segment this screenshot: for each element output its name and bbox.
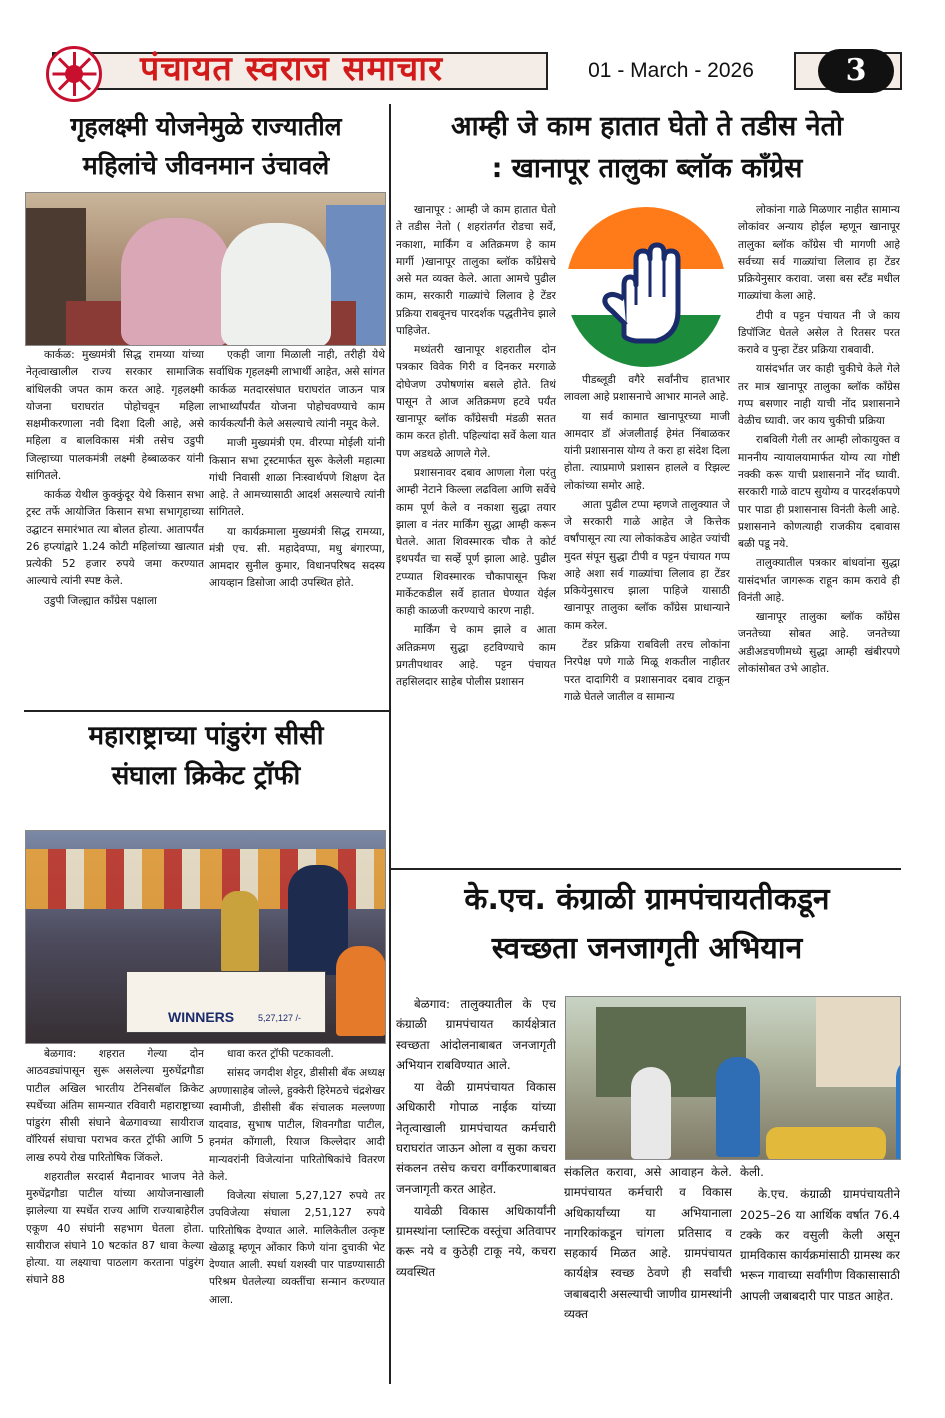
article3-column-1 [26,1046,204,1386]
paragraph: उडुपी जिल्ह्यात कॉंग्रेस पक्षाला [44,594,157,607]
paragraph: मार्किंग चे काम झाले व आता अतिक्रमण सुद्धा हटविण्याचे काम प्रगतीपथावर आहे. पट्टन पंचायत तहसिलदार साहेब पोलीस प्रशासन [396,624,556,689]
paragraph: संकलित करावा, असे आवाहन केले. ग्रामपंचायत कर्मचारी व विकास अधिकार्यांच्या या अभियानाला नागरिकांकडून चांगला प्रतिसाद व सहकार्य मिळत आहे. ग्रामपंचायत कार्यक्षेत्र स्वच्छ ठेवणे ही सर्वांची जबाबदारी असल्याची जाणीव ग्रामस्थांनी व्यक्त [564,1165,732,1321]
headline-line: संघाला क्रिकेट ट्रॉफी [111,761,301,792]
page-number: 3 [818,49,894,93]
paragraph: धावा करत ट्रॉफी पटकावली. [227,1048,334,1060]
cheque-winners-label: WINNERS [168,1009,235,1025]
issue-date: 01 - March - 2026 [546,52,796,90]
paragraph: प्रशासनावर दबाव आणला गेला परंतु आम्ही नेटाने किल्ला लढविला आणि सर्वेचे काम पूर्ण केले व नकाशा सुद्धा तयार झाला व नंतर मार्किंग सुद्धा आम्ही करून घेतले. आता शिवस्मारक चौक ते कोर्ट इथपर्यंत चा सर्व्हे पूर्ण झाला आहे. पुढील टप्प्यात शिवस्मारक चौकापासून फिश मार्केटकडील सर्वे हातात घेण्यात येईल काही काळजी करण्याचे कारण नाही. [396,466,556,618]
paragraph: टीपी व पट्टन पंचायत नी जे काय डिपॉजिट घेतले असेल ते रितसर परत करावे व पुन्हा टेंडर प्रक्रिया राबवावी. [738,309,900,357]
article1-column-2 [209,347,385,707]
cheque-amount: 5,27,127 /- [258,1013,302,1023]
paragraph: आता पुढील टप्पा म्हणजे तालुक्यात जे जे सरकारी गाळे आहेत जे कित्तेक वर्षांपासून त्या त्या लोकांकडेच आहेत ज्यांची मुदत संपून सुद्धा टीपी व पट्टन पंचायत गप्प आहे अशा सर्व गाळ्यांचा लिलाव हा टेंडर प्रकियेनुसारच झाला पाहिजे यासाठी खानापूर तालुका ब्लॉक कॉंग्रेस प्राधान्याने काम करेल. [564,498,730,632]
paragraph: शहरातील सरदार्स मैदानावर भाजप नेते मुरुघेंद्रगौडा पाटील यांच्या आयोजनाखाली झालेल्या या स्पर्धेत राज्य आणि राज्याबाहेरील एकूण 40 संघांनी सहभाग घेतला होता. सायीराज संघाने 10 षटकांत 87 धावा केल्या होत्या. या लक्ष्याचा पाठलाग करताना पांडुरंग संघाने 88 [26,1170,204,1287]
paragraph: या कार्यक्रमाला मुख्यमंत्री सिद्ध रामय्या, मंत्री एच. सी. महादेवप्पा, मधु बंगारप्पा, आमदार सुनील कुमार, विधानपरिषद सदस्य आयव्हान डिसोजा आदी उपस्थित होते. [209,525,385,590]
article1-column-1 [26,347,204,707]
article3-headline [24,716,388,797]
headline-line: के.एच. कंग्राळी ग्रामपंचायतीकडून [464,882,830,917]
paragraph: टेंडर प्रक्रिया राबविली तरच लोकांना निरपेक्ष पणे गाळे मिळू शकतील नाहीतर परत दादागिरी व प्रशासनावर दबाव टाकून गाळे घेतले जातील व सामान्य [564,638,730,703]
headline-line: आम्ही जे काम हातात घेतो ते तडीस नेतो [450,111,844,142]
paragraph: कार्कळ: मुख्यमंत्री सिद्ध रामय्या यांच्या नेतृत्वाखालील राज्य सरकार सामाजिक बांधिलकी जपत काम करत आहे. गृहलक्ष्मी योजना घराघरांत पोहोचवून महिला सक्षमीकरणाला नवी दिशा दिली आहे, असे महिला व बालविकास मंत्री तसेच उडुपी जिल्हाच्या पालकमंत्री लक्ष्मी हेब्बाळकर यांनी सांगितले. [26,349,204,482]
paragraph: के.एच. कंग्राळी ग्रामपंचायतीने 2025–26 या आर्थिक वर्षात 76.4 टक्के कर वसुली केली असून ग्रामविकास कार्यक्रमांसाठी ग्रामस्थ कर भरून गावाच्या सर्वांगीण विकासासाठी आपली जबाबदारी पार पाडत आहेत. [740,1187,900,1303]
paragraph: कार्कळ येथील कुक्कुंदूर येथे किसान सभा ट्रस्ट तर्फे आयोजित किसान सभा सभागृहाच्या उद्घाटन समारंभात त्या बोलत होत्या. आतापर्यंत 26 हप्त्यांद्वारे 1.24 कोटी महिलांच्या खात्यात प्रत्येकी 52 हजार रुपये जमा करण्यात आल्याचे त्यांनी स्पष्ट केले. [26,489,204,588]
article2-column-1 [396,202,556,866]
article4-photo [565,996,901,1160]
headline-line: स्वच्छता जनजागृती अभियान [491,930,803,966]
paragraph: लोकांना गाळे मिळणार नाहीत सामान्य लोकांवर अन्याय होईल म्हणून खानापूर तालुका ब्लॉक कॉंग्रेस ची मागणी आहे सर्वच्या सर्व गा‌ळ्यांचा लिलाव हा टेंडर प्रक्रियेनुसार करावा. जसा बस स्टॅंड मधील गाळ्यांचा केला आहे. [738,204,900,303]
article2-column-3 [738,202,900,866]
paragraph: माजी मुख्यमंत्री एम. वीरप्पा मोईली यांनी किसान सभा ट्रस्टमार्फत सुरू केलेली महात्मा गांधी निवासी शाळा निःस्वार्थपणे शिक्षण देत आहे. ते आमच्यासाठी आदर्श असल्याचे त्यांनी सांगितले. [209,437,385,519]
paragraph: पीडब्लूडी वगैरे सर्वांनीच हातभार लावला आहे प्रशासनाचे आभार मानले आहे. [564,374,730,404]
paragraph: बेळगाव: शहरात गेल्या दोन आठवड्यांपासून सुरू असलेल्या मुरुघेंद्रगौडा पाटील अखिल भारतीय टेनिसबॉल क्रिकेट स्पर्धेच्या अंतिम सामन्यात रविवारी महाराष्ट्राच्या पांडुरंग सीसी संघाने बेळगावच्या सायीराज वॉरियर्स संघाचा पराभव करत ट्रॉफी आणि 5 लाख रुपये रोख पारितोषिक जिंकले. [26,1048,204,1164]
headline-line: महिलांचे जीवनमान उंचावले [82,150,330,180]
paragraph: यावेळी विकास अधिकार्यांनी ग्रामस्थांना प्लास्टिक वस्तूंचा अतिवापर करू नये व कुठेही टाकू नये, कचरा व्यवस्थित [396,1203,556,1279]
trophy-icon [221,891,259,973]
paragraph: सांसद जगदीश शेट्टर, डीसीसी बँक अध्यक्ष अण्णासाहेब जोल्ले, हुक्केरी हिरेमठचे चंद्रशेखर स्वामीजी, डीसीसी बँक संचालक मल्लण्णा यादवाड, सुभाष पाटील, शिवनगौडा पाटील, हनमंत कोंगाली, रियाज किल्लेदार आदी मान्यवरांनी विजेत्यांना पारितोषिकांचे वितरण केले. [209,1067,385,1183]
article4-column-3 [740,1162,900,1384]
article1-headline [24,108,388,186]
article3-column-2 [209,1046,385,1386]
hand-icon [566,207,726,367]
newspaper-title: पंचायत स्वराज समाचार [140,49,443,89]
section-divider [391,868,901,870]
article2-column-2 [564,372,730,866]
headline-line: महाराष्ट्राच्या पांडुरंग सीसी [88,721,324,751]
paragraph: खानापूर तालुका ब्लॉक कॉंग्रेस जनतेच्या सोबत आहे. जनतेच्या अडीअडचणीमध्ये सुद्धा आम्ही खंबीरपणे लोकांसोबत उभे आहोत. [738,611,900,675]
paragraph: या सर्व कामात खानापूरच्या माजी आमदार डॉ अंजलीताई हेमंत निंबाळकर यांनी प्रशासनास योग्य ते करा हा संदेश दिला होता. त्याप्रमाणे प्रशासन हालले व रिझल्ट लोकांच्या समोर आहे. [564,410,730,492]
paragraph: या वेळी ग्रामपंचायत विकास अधिकारी गोपाळ नाईक यांच्या नेतृत्वाखाली ग्रामपंचायत कर्मचारी घराघरांत जाऊन ओला व सुका कचरा संकलन तसेच कचरा वर्गीकरणाबाबत जनजागृती करत आहेत. [396,1080,556,1196]
headline-line: : खानापूर तालुका ब्लॉक कॉंग्रेस [491,152,803,184]
article2-headline [392,106,902,190]
paragraph: मध्यंतरी खानापूर शहरातील दोन पत्रकार विवेक गिरी व दिनकर मरगाळे दोघेजण उपोषणांस बसले होते. तिथं पासून ते आज अतिक्रमण हटवे पर्यंत खानापूर ब्लॉक कॉंग्रेसची मंडळी सतत काम करत होती. पहिल्यांदा सर्वे केला यात पण अडथळे आणले गेले. [396,344,556,460]
article1-photo [25,192,386,346]
article4-column-1 [396,994,556,1384]
paragraph: यासंदर्भात जर काही चुकीचे केले गेले तर मात्र खानापूर तालुका ब्लॉक कॉंग्रेस गप्प बसणार नाही याची नोंद प्रशासनाने वेळीच घ्यावी. जर काय चुकीची प्रक्रिया [738,363,900,428]
paragraph: विजेत्या संघाला 5,27,127 रुपये तर उपविजेत्या संघाला 2,51,127 रुपये पारितोषिक देण्यात आले. मालिकेतील उत्कृष्ट खेळाडू म्हणून ओंकार किणे यांना दुचाकी भेट देण्यात आली. स्पर्धा यशस्वी पार पाडण्यासाठी परिश्रम घेतलेल्या व्यक्तींचा सन्मान करण्यात आला. [209,1190,385,1306]
paragraph: बेळगाव: तालुक्यातील के एच कंग्राळी ग्रामपंचायत कार्यक्षेत्रात स्वच्छता आंदोलनाबाबत जनजागृती अभियान राबविण्यात आले. [396,997,556,1072]
panchayat-logo-icon [46,46,102,102]
article4-headline [392,876,902,973]
article3-photo [25,830,386,1044]
paragraph: खानापूर : आम्ही जे काम हातात घेतो ते तडीस नेतो ( शहरांतर्गत रोडचा सर्वे, नकाशा, मार्किंग व अतिक्रमण हे काम मार्गी )खानापूर तालुका ब्लॉक कॉंग्रेसचे असे मत व्यक्त केले. आता आमचे पुढील काम, सरकारी गाळ्यांचे लिलाव हे टेंडर प्रक्रिया राबवूनच पारदर्शक पद्धतीनेच झाले पाहिजेत. [396,204,556,337]
column-divider [389,104,391,1384]
paragraph: तालुक्यातील पत्रकार बांधवांना सुद्धा यासंदर्भात जागरूक राहून काम करावे ही विनंती आहे. [738,557,900,604]
paragraph: राबविली गेली तर आम्ही लोकायुक्त व माननीय न्यायालयामार्फत योग्य त्या गोष्टी नक्की करू याची प्रशासनाने नोंद घ्यावी. सरकारी गाळे वाटप सुयोग्य व पारदर्शकपणे पार पाडा ही प्रशासनास विनंती केली आहे. प्रशासनाने कोणत्याही राजकीय दबावास बळी पडू नये. [738,434,900,551]
headline-line: गृहलक्ष्मी योजनेमुळे राज्यातील [70,112,342,141]
masthead [0,44,945,102]
paragraph: एकही जागा मिळाली नाही, तरीही येथे सर्वाधिक गृहलक्ष्मी लाभार्थी आहेत, असे सांगत कार्कळ मतदारसंघात घराघरांत जाऊन पात्र लाभार्थ्यांपर्यंत योजना पोहोचवण्याचे काम कार्यकर्त्यांनी केले असल्याचे त्यांनी नमूद केले. [209,349,385,431]
section-divider [24,710,389,712]
article4-column-2 [564,1162,732,1384]
congress-hand-logo [566,207,726,367]
paragraph: केली. [740,1165,764,1179]
